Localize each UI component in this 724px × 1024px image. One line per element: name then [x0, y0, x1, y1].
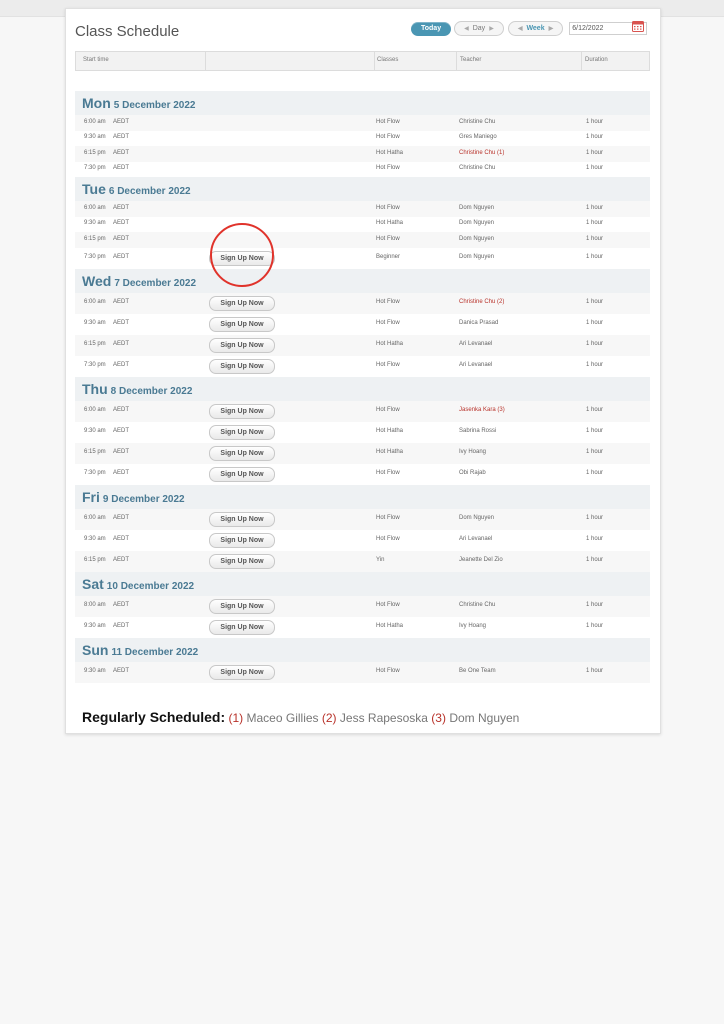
- table-row: [75, 248, 650, 269]
- teacher-name: Dom Nguyen: [459, 204, 495, 211]
- start-time: 6:15 pm: [84, 149, 106, 156]
- timezone: AEDT: [113, 165, 130, 172]
- duration: 1 hour: [586, 118, 604, 125]
- teacher-name: Be One Team: [459, 668, 496, 674]
- start-time: 7:30 pm: [84, 254, 106, 260]
- sign-up-button[interactable]: Sign Up Now: [209, 251, 275, 266]
- sign-up-button[interactable]: Sign Up Now: [209, 554, 275, 569]
- sign-up-button[interactable]: Sign Up Now: [209, 533, 275, 548]
- class-name: Hot Hatha: [376, 428, 404, 434]
- calendar-icon[interactable]: [632, 20, 644, 32]
- timezone: AEDT: [113, 204, 130, 211]
- timezone: AEDT: [113, 235, 130, 242]
- teacher-name: Christine Chu: [459, 118, 496, 125]
- class-name: Hot Flow: [376, 204, 400, 211]
- timezone: AEDT: [113, 470, 130, 476]
- start-time: 6:15 pm: [84, 449, 106, 455]
- class-name: Hot Flow: [376, 470, 400, 476]
- start-time: 9:30 am: [84, 320, 106, 326]
- start-time: 6:15 pm: [84, 341, 106, 347]
- duration: 1 hour: [586, 449, 604, 455]
- teacher-name: Danica Prasad: [459, 320, 499, 326]
- column-start-time: Start time: [83, 57, 109, 63]
- today-button[interactable]: Today: [411, 22, 451, 36]
- timezone: AEDT: [113, 536, 130, 542]
- timezone: AEDT: [113, 428, 130, 434]
- table-row: [75, 551, 650, 572]
- day-view-button[interactable]: [454, 21, 504, 36]
- table-row: [75, 335, 650, 356]
- table-row: [75, 530, 650, 551]
- table-row: [75, 232, 650, 248]
- day-date: 10 December 2022: [106, 580, 195, 592]
- timezone: AEDT: [113, 602, 130, 608]
- teacher-ref-num: (3): [431, 711, 446, 725]
- timezone: AEDT: [113, 407, 130, 413]
- day-name: Sun: [82, 641, 109, 658]
- sign-up-button[interactable]: Sign Up Now: [209, 359, 275, 374]
- day-name: Sat: [82, 575, 104, 592]
- table-row: [75, 201, 650, 217]
- teacher-name: Dom Nguyen: [459, 235, 495, 242]
- duration: 1 hour: [586, 602, 604, 608]
- teacher-ref-name: Jess Rapesoska: [339, 711, 428, 725]
- sign-up-button[interactable]: Sign Up Now: [209, 467, 275, 482]
- day-date: 6 December 2022: [108, 186, 191, 197]
- sign-up-button[interactable]: Sign Up Now: [209, 446, 275, 461]
- class-name: Hot Hatha: [376, 220, 404, 227]
- table-row: [75, 422, 650, 443]
- class-name: Hot Flow: [376, 235, 400, 242]
- class-name: Hot Flow: [376, 668, 400, 674]
- date-field[interactable]: 6/12/2022: [569, 22, 647, 35]
- table-row: [75, 293, 650, 314]
- day-heading: [82, 95, 196, 113]
- day-heading: [82, 642, 198, 660]
- teacher-name: Christine Chu: [459, 165, 496, 172]
- day-date: 7 December 2022: [114, 277, 197, 289]
- duration: 1 hour: [586, 623, 604, 629]
- class-name: Hot Flow: [376, 602, 400, 608]
- table-row: [75, 596, 650, 617]
- timezone: AEDT: [113, 362, 130, 368]
- day-date: 5 December 2022: [113, 100, 196, 111]
- column-duration: Duration: [585, 57, 608, 63]
- teacher-ref-name: Dom Nguyen: [449, 711, 520, 725]
- timezone: AEDT: [113, 623, 130, 629]
- sign-up-button[interactable]: Sign Up Now: [209, 404, 275, 419]
- day-name: Tue: [82, 181, 106, 197]
- start-time: 6:00 am: [84, 204, 106, 211]
- table-row: [75, 509, 650, 530]
- duration: 1 hour: [586, 134, 604, 141]
- start-time: 6:00 am: [84, 515, 106, 521]
- day-name: Thu: [82, 380, 108, 397]
- teacher-name: Christine Chu (2): [459, 299, 505, 305]
- table-row: [75, 162, 650, 178]
- day-heading: [82, 381, 192, 399]
- start-time: 9:30 am: [84, 220, 106, 227]
- teacher-name: Ari Levanael: [459, 341, 493, 347]
- start-time: 7:30 pm: [84, 362, 106, 368]
- table-row: [75, 131, 650, 147]
- regularly-scheduled: [82, 709, 519, 725]
- day-heading-row: [75, 638, 650, 662]
- sign-up-button[interactable]: Sign Up Now: [209, 665, 275, 680]
- duration: 1 hour: [586, 407, 604, 413]
- class-name: Beginner: [376, 254, 401, 260]
- teacher-name: Dom Nguyen: [459, 515, 495, 521]
- timezone: AEDT: [113, 220, 130, 227]
- teacher-name: Christine Chu: [459, 602, 496, 608]
- start-time: 6:00 am: [84, 118, 106, 125]
- teacher-name: Jasenka Kara (3): [459, 407, 505, 413]
- teacher-name: Ivy Hoang: [459, 449, 487, 455]
- sign-up-button[interactable]: Sign Up Now: [209, 599, 275, 614]
- teacher-ref-num: (1): [228, 711, 244, 725]
- chevron-right-icon[interactable]: ▶: [548, 26, 554, 32]
- view-toolbar: [411, 21, 647, 36]
- teacher-ref-name: Maceo Gillies: [246, 711, 319, 725]
- sign-up-button[interactable]: Sign Up Now: [209, 425, 275, 440]
- day-heading-row: [75, 269, 650, 293]
- class-name: Hot Hatha: [376, 149, 404, 156]
- class-name: Yin: [376, 557, 385, 563]
- teacher-ref-num: (2): [321, 711, 337, 725]
- table-row: [75, 464, 650, 485]
- day-name: Mon: [82, 95, 111, 111]
- class-name: Hot Flow: [376, 118, 400, 125]
- duration: 1 hour: [586, 515, 604, 521]
- teacher-name: Dom Nguyen: [459, 254, 495, 260]
- day-date: 11 December 2022: [111, 646, 199, 658]
- table-row: [75, 443, 650, 464]
- day-heading: [82, 489, 185, 507]
- duration: 1 hour: [586, 470, 604, 476]
- day-label: Day: [472, 25, 486, 32]
- duration: 1 hour: [586, 149, 604, 156]
- day-heading-row: [75, 485, 650, 509]
- class-name: Hot Hatha: [376, 623, 404, 629]
- teacher-name: Ari Levanael: [459, 536, 493, 542]
- day-heading: [82, 181, 191, 199]
- timezone: AEDT: [113, 299, 130, 305]
- timezone: AEDT: [113, 254, 130, 260]
- sign-up-button[interactable]: Sign Up Now: [209, 620, 275, 635]
- start-time: 8:00 am: [84, 602, 106, 608]
- day-heading: [82, 273, 196, 291]
- start-time: 9:30 am: [84, 668, 106, 674]
- start-time: 6:00 am: [84, 299, 106, 305]
- column-teacher: Teacher: [460, 57, 482, 63]
- timezone: AEDT: [113, 449, 130, 455]
- duration: 1 hour: [586, 341, 604, 347]
- start-time: 7:30 pm: [84, 165, 106, 172]
- table-row: [75, 217, 650, 233]
- start-time: 6:15 pm: [84, 235, 106, 242]
- start-time: 9:30 am: [84, 623, 106, 629]
- timezone: AEDT: [113, 118, 130, 125]
- timezone: AEDT: [113, 320, 130, 326]
- duration: 1 hour: [586, 362, 604, 368]
- start-time: 9:30 am: [84, 536, 106, 542]
- table-row: [75, 662, 650, 683]
- schedule-card: [65, 8, 661, 734]
- timezone: AEDT: [113, 515, 130, 521]
- duration: 1 hour: [586, 320, 604, 326]
- day-heading-row: [75, 177, 650, 201]
- timezone: AEDT: [113, 134, 130, 141]
- day-date: 9 December 2022: [102, 493, 185, 505]
- duration: 1 hour: [586, 254, 604, 260]
- duration: 1 hour: [586, 299, 604, 305]
- class-name: Hot Flow: [376, 407, 400, 413]
- teacher-name: Gres Maniego: [459, 134, 497, 141]
- chevron-left-icon[interactable]: ◀: [517, 26, 523, 32]
- table-row: [75, 356, 650, 377]
- table-row: [75, 115, 650, 131]
- duration: 1 hour: [586, 235, 604, 242]
- timezone: AEDT: [113, 341, 130, 347]
- teacher-name: Jeanette Del Zio: [459, 557, 503, 563]
- sign-up-button[interactable]: Sign Up Now: [209, 317, 275, 332]
- column-classes: Classes: [377, 57, 399, 63]
- chevron-left-icon[interactable]: ◀: [464, 26, 469, 32]
- table-row: [75, 617, 650, 638]
- day-date: 8 December 2022: [110, 385, 193, 397]
- table-row: [75, 146, 650, 162]
- sign-up-button[interactable]: Sign Up Now: [209, 338, 275, 353]
- teacher-name: Sabrina Rossi: [459, 428, 497, 434]
- regularly-scheduled-heading: Regularly Scheduled:: [82, 709, 226, 725]
- start-time: 6:00 am: [84, 407, 106, 413]
- teacher-name: Christine Chu (1): [459, 149, 505, 156]
- sign-up-button[interactable]: Sign Up Now: [209, 512, 275, 527]
- teacher-name: Ari Levanael: [459, 362, 493, 368]
- highlight-circle: [210, 223, 274, 287]
- class-name: Hot Flow: [376, 536, 400, 542]
- class-name: Hot Flow: [376, 320, 400, 326]
- day-heading-row: [75, 572, 650, 596]
- table-row: [75, 314, 650, 335]
- teacher-name: Obi Rajab: [459, 470, 486, 476]
- table-body: [75, 91, 650, 683]
- duration: 1 hour: [586, 220, 604, 227]
- day-heading: [82, 576, 194, 594]
- class-name: Hot Hatha: [376, 449, 404, 455]
- teacher-name: Dom Nguyen: [459, 220, 495, 227]
- chevron-right-icon[interactable]: ▶: [489, 26, 494, 32]
- week-label: Week: [526, 25, 545, 32]
- timezone: AEDT: [113, 149, 130, 156]
- duration: 1 hour: [586, 668, 604, 674]
- start-time: 9:30 am: [84, 428, 106, 434]
- timezone: AEDT: [113, 668, 130, 674]
- duration: 1 hour: [586, 428, 604, 434]
- start-time: 7:30 pm: [84, 470, 106, 476]
- class-name: Hot Flow: [376, 165, 400, 172]
- duration: 1 hour: [586, 536, 604, 542]
- start-time: 9:30 am: [84, 134, 106, 141]
- class-name: Hot Hatha: [376, 341, 404, 347]
- duration: 1 hour: [586, 204, 604, 211]
- day-heading-row: [75, 91, 650, 115]
- table-row: [75, 401, 650, 422]
- teacher-name: Ivy Hoang: [459, 623, 487, 629]
- day-name: Wed: [82, 272, 112, 289]
- start-time: 6:15 pm: [84, 557, 106, 563]
- day-heading-row: [75, 377, 650, 401]
- timezone: AEDT: [113, 557, 130, 563]
- day-name: Fri: [82, 488, 100, 505]
- class-name: Hot Flow: [376, 362, 400, 368]
- duration: 1 hour: [586, 165, 604, 172]
- duration: 1 hour: [586, 557, 604, 563]
- page-title: Class Schedule: [75, 23, 180, 40]
- schedule-table: [75, 51, 650, 683]
- class-name: Hot Flow: [376, 515, 400, 521]
- week-view-button[interactable]: [508, 21, 563, 36]
- class-name: Hot Flow: [376, 299, 400, 305]
- table-header: [75, 51, 650, 71]
- sign-up-button[interactable]: Sign Up Now: [209, 296, 275, 311]
- class-name: Hot Flow: [376, 134, 400, 141]
